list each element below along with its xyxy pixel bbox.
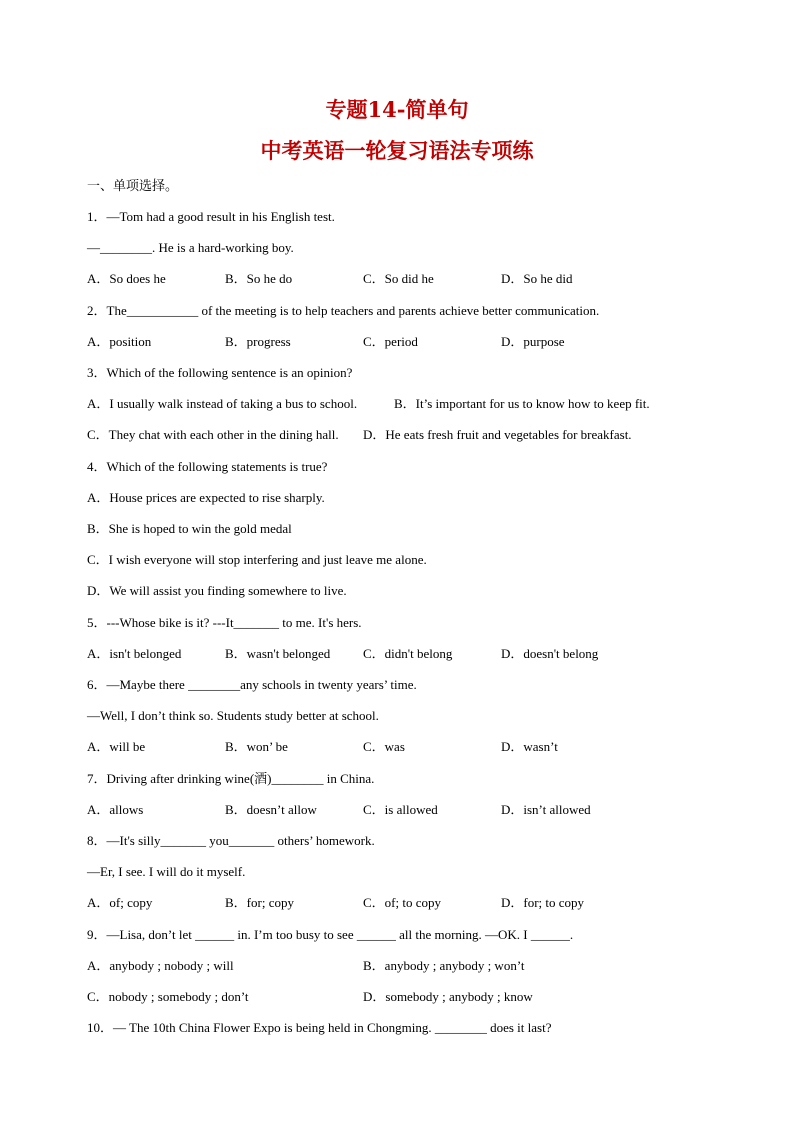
question-8-option-d: D．for; to copy	[501, 895, 585, 910]
question-5-option-b: B．wasn't belonged	[225, 646, 331, 661]
question-5-stem: 5．---Whose bike is it? ---It_______ to me. It's hers.	[87, 615, 362, 630]
question-8-option-a: A．of; copy	[87, 895, 153, 910]
question-7-stem: 7．Driving after drinking wine(酒)________ in China.	[87, 771, 375, 786]
question-8-stem: 8．—It's silly_______ you_______ others’ homework.	[87, 833, 375, 848]
question-7-option-a: A．allows	[87, 802, 144, 817]
question-4-option-d: D．We will assist you finding somewhere to live.	[87, 583, 347, 598]
question-1-stem-2: —________. He is a hard-working boy.	[87, 240, 294, 255]
question-5-option-c: C．didn't belong	[363, 646, 453, 661]
document-title: 专题14-简单句	[325, 97, 469, 122]
question-8-option-b: B．for; copy	[225, 895, 294, 910]
question-1-option-c: C．So did he	[363, 271, 434, 286]
question-3-option-d: D．He eats fresh fruit and vegetables for breakfast.	[363, 427, 632, 442]
question-8-stem-2: —Er, I see. I will do it myself.	[87, 864, 246, 879]
question-5-option-a: A．isn't belonged	[87, 646, 182, 661]
question-2-option-d: D．purpose	[501, 334, 565, 349]
question-2-option-a: A．position	[87, 334, 152, 349]
question-9-option-b: B．anybody ; anybody ; won’t	[363, 958, 525, 973]
question-6-option-c: C．was	[363, 739, 405, 754]
question-1-option-d: D．So he did	[501, 271, 573, 286]
question-9-stem: 9．—Lisa, don’t let ______ in. I’m too busy to see ______ all the morning. —OK. I ______.	[87, 927, 574, 942]
question-6-stem-2: —Well, I don’t think so. Students study better at school.	[87, 708, 379, 723]
question-2-stem: 2．The___________ of the meeting is to help teachers and parents achieve better communication.	[87, 303, 600, 318]
question-9-option-c: C．nobody ; somebody ; don’t	[87, 989, 249, 1004]
question-3-option-c: C．They chat with each other in the dining hall.	[87, 427, 339, 442]
question-10-stem: 10．— The 10th China Flower Expo is being held in Chongming. ________ does it last?	[87, 1020, 552, 1035]
question-1-stem: 1．—Tom had a good result in his English test.	[87, 209, 335, 224]
question-7-option-b: B．doesn’t allow	[225, 802, 317, 817]
question-4-option-b: B．She is hoped to win the gold medal	[87, 521, 292, 536]
question-8-option-c: C．of; to copy	[363, 895, 441, 910]
section-heading: 一、单项选择。	[87, 178, 179, 193]
question-6-option-d: D．wasn’t	[501, 739, 558, 754]
question-5-option-d: D．doesn't belong	[501, 646, 599, 661]
question-6-option-b: B．won’ be	[225, 739, 288, 754]
question-7-option-d: D．isn’t allowed	[501, 802, 591, 817]
question-6-option-a: A．will be	[87, 739, 146, 754]
question-7-option-c: C．is allowed	[363, 802, 438, 817]
question-4-stem: 4．Which of the following statements is true?	[87, 459, 328, 474]
question-3-stem: 3．Which of the following sentence is an opinion?	[87, 365, 353, 380]
question-2-option-c: C．period	[363, 334, 418, 349]
question-6-stem: 6．—Maybe there ________any schools in twenty years’ time.	[87, 677, 417, 692]
question-9-option-a: A．anybody ; nobody ; will	[87, 958, 234, 973]
question-4-option-a: A．House prices are expected to rise sharply.	[87, 490, 325, 505]
question-9-option-d: D．somebody ; anybody ; know	[363, 989, 533, 1004]
question-3-option-b: B．It’s important for us to know how to keep fit.	[394, 396, 650, 411]
question-2-option-b: B．progress	[225, 334, 291, 349]
question-1-option-a: A．So does he	[87, 271, 166, 286]
question-1-option-b: B．So he do	[225, 271, 293, 286]
document-subtitle: 中考英语一轮复习语法专项练	[260, 138, 534, 163]
question-4-option-c: C．I wish everyone will stop interfering and just leave me alone.	[87, 552, 427, 567]
question-3-option-a: A．I usually walk instead of taking a bus to school.	[87, 396, 358, 411]
